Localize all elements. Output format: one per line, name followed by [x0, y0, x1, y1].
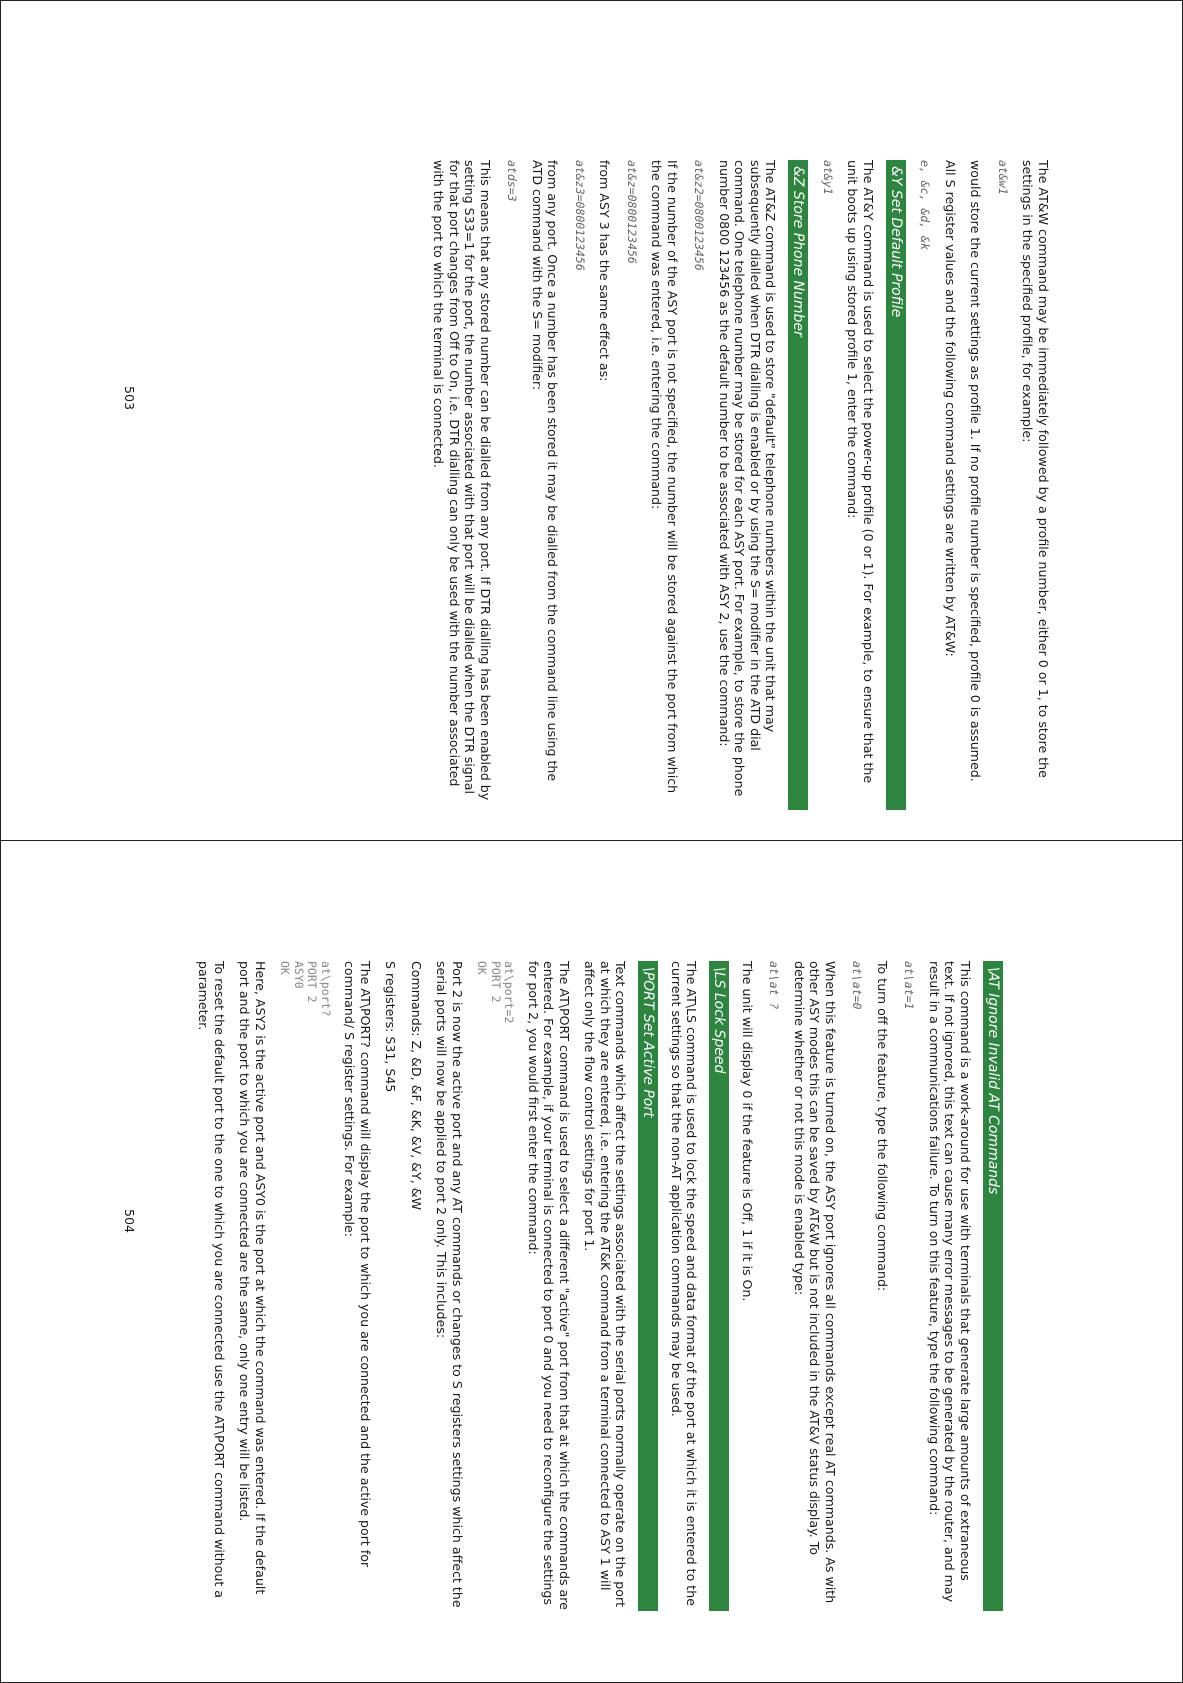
paragraph: The AT&W command may be immediately followed by a profile number, either 0 or 1, to store the settings in the specified profile, for example: [1020, 160, 1051, 778]
paragraph: The AT&Y command is used to select the power-up profile (0 or 1). For example, to ensure that the unit boots up using stored profile 1, enter the command: [845, 160, 876, 784]
code-sample: at\at=1 [902, 961, 917, 1010]
paragraph: To reset the default port to the one to which you are connected use the AT\PORT command without a parameter. [196, 961, 227, 1599]
code-line: PORT 2 [489, 961, 503, 1003]
section-heading-ignore-invalid-at: \AT Ignore Invalid AT Commands [983, 961, 1003, 1611]
code-sample: at&z3=0800123456 [573, 160, 587, 271]
paragraph: Port 2 is now the active port and any AT commands or changes to S registers settings which affect the serial ports will now be applied to port 2 only. This includes: [434, 961, 465, 1608]
code-sample: at&w1 [996, 160, 1010, 195]
section-heading-set-active-port: \PORT Set Active Port [639, 961, 659, 1611]
code-sample: e, &c, &d, &k [918, 160, 933, 251]
paragraph: This means that any stored number can be dialled from any port. If DTR dialling has been enabled by setting S33=1 for the port, the number associated with that port will be dialled when the DTR signal for that port changes from Off to On, i.e. DTR dialling can only be used with the number associated with the port to which the terminal is connected. [431, 160, 493, 801]
paragraph: Text commands which affect the settings associated with the serial ports normally operate on the port at which they are entered, i.e. entering the AT&K command from a terminal connected to ASY 1 will affect only the flow control settings for port 1. [582, 961, 629, 1608]
paragraph: from ASY 3 has the same effect as: [597, 160, 613, 382]
paragraph: The AT\LS command is used to lock the speed and data format of the port at which it is entered to the current settings so that the non-AT application commands may be used. [669, 961, 700, 1606]
code-block [475, 961, 516, 1611]
paragraph: When this feature is turned on, the ASY port ignores all commands except real AT commands. As with other ASY modes this can be saved by AT&W but is not included in the AT&V status display. To determine whether or not this mode is enabled type: [792, 961, 838, 1604]
page-504-content [186, 961, 1003, 1611]
paragraph: S registers: S31, S45 [383, 961, 399, 1093]
code-block [278, 961, 332, 1611]
paragraph: If the number of the ASY port is not specified, the number will be stored against the port from which the command was entered, i.e. entering the command: [649, 160, 680, 794]
page-503 [0, 0, 1183, 840]
code-line: OK [278, 961, 293, 975]
code-line: at\port=2 [502, 961, 517, 1024]
code-sample: at&y1 [821, 160, 835, 195]
paragraph: The unit will display 0 if the feature is Off, 1 if it is On. [740, 961, 755, 1302]
code-sample: at\at ? [767, 961, 782, 1010]
paragraph: would store the current settings as profile 1. If no profile number is specified, profile 0 is assumed. [968, 160, 984, 782]
paragraph: This command is a work-around for use with terminals that generate large amounts of extraneous text. If not ignored, this text can cause many error messages to be generated by the router, and may result in a communications failure. To turn on this feature, type the following command: [927, 961, 973, 1603]
paragraph: Commands: Z, &D, &F, &K, &V, &Y, &W [409, 961, 424, 1211]
page-504 [0, 841, 1183, 1681]
section-heading-set-default-profile: &Y Set Default Profile [886, 160, 906, 810]
paragraph: The AT\PORT? command will display the port to which you are connected and the active port for command/ S register settings. For example: [342, 961, 373, 1568]
code-line: PORT 2 [305, 961, 320, 1003]
page-503-content [421, 160, 1051, 810]
code-sample: at&z=0800123456 [625, 160, 639, 264]
code-sample: atds=3 [505, 160, 520, 202]
paragraph: The AT\PORT command is used to select a different "active" port from that at which the commands are entered. For example, if your terminal is connected to port 0 and you need to reconfigure the settings for port 2, you would first enter the command: [526, 961, 572, 1610]
paragraph: from any port. Once a number has been stored it may be dialled from the command line using the ATD command with the S= modifier: [530, 160, 561, 782]
paragraph: Here, ASY2 is the active port and ASY0 is the port at which the command was entered. If the default port and the port to which you are connected are the same, only one entry will be listed. [237, 961, 268, 1595]
code-line: OK [475, 961, 490, 975]
code-line: at\port? [319, 961, 333, 1017]
page-number: 503 [122, 385, 137, 411]
code-line: ASY0 [292, 961, 306, 989]
section-heading-store-phone-number: &Z Store Phone Number [789, 160, 809, 810]
page-number: 504 [122, 1208, 137, 1234]
section-heading-lock-speed: \LS Lock Speed [710, 961, 730, 1611]
code-sample: at&z2=0800123456 [692, 160, 707, 271]
paragraph: The AT&Z command is used to store "default" telephone numbers within the unit that may subsequently dialled when DTR dialling is enabled or by using the S= modifier in the ATD dial command. One telephone number may be stored for each ASY port. For example, to store the phone number 0800 123456 as the default number to be associated with ASY 2, use the command: [717, 160, 779, 797]
code-sample: at\at=0 [850, 961, 865, 1010]
paragraph: To turn off the feature, type the following command: [875, 961, 890, 1292]
paragraph: All S register values and the following command settings are written by AT&W: [943, 160, 958, 657]
